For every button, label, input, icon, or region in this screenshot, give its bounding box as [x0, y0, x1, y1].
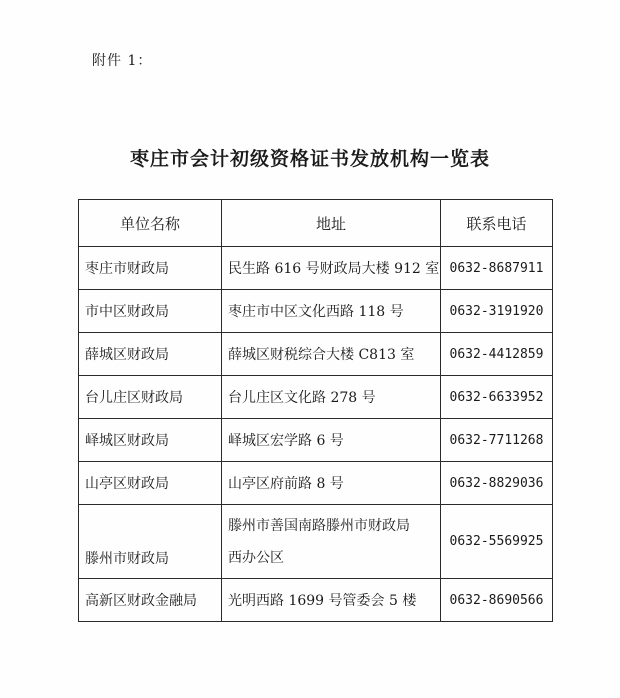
address-line: 滕州市善国南路滕州市财政局: [228, 517, 410, 534]
table-row: [79, 579, 553, 622]
unit-name-cell: 台儿庄区财政局: [79, 376, 222, 419]
address-cell: 枣庄市中区文化西路 118 号: [222, 290, 441, 333]
address-cell: 峄城区宏学路 6 号: [222, 419, 441, 462]
phone-cell: 0632-7711268: [441, 419, 553, 462]
table-header-row: [79, 200, 553, 247]
unit-name-cell: 薛城区财政局: [79, 333, 222, 376]
address-cell: 山亭区府前路 8 号: [222, 462, 441, 505]
phone-cell: 0632-5569925: [441, 505, 553, 579]
address-cell: 薛城区财税综合大楼 C813 室: [222, 333, 441, 376]
header-phone: 联系电话: [441, 200, 553, 247]
table-row: [79, 419, 553, 462]
table-row: [79, 505, 553, 579]
document-title: 枣庄市会计初级资格证书发放机构一览表: [129, 148, 490, 170]
address-cell: 民生路 616 号财政局大楼 912 室: [222, 247, 441, 290]
phone-cell: 0632-4412859: [441, 333, 553, 376]
phone-cell: 0632-3191920: [441, 290, 553, 333]
address-cell: 光明西路 1699 号管委会 5 楼: [222, 579, 441, 622]
unit-name-cell: 峄城区财政局: [79, 419, 222, 462]
table-row: [79, 462, 553, 505]
address-cell: [222, 505, 441, 579]
table-row: [79, 333, 553, 376]
table-row: [79, 290, 553, 333]
phone-cell: 0632-6633952: [441, 376, 553, 419]
header-address: 地址: [222, 200, 441, 247]
unit-name-cell: 高新区财政金融局: [79, 579, 222, 622]
phone-cell: 0632-8690566: [441, 579, 553, 622]
address-line: 西办公区: [228, 549, 284, 566]
unit-name-cell: 山亭区财政局: [79, 462, 222, 505]
unit-name-cell: 滕州市财政局: [79, 505, 222, 579]
agency-table: [78, 199, 553, 622]
table-row: [79, 247, 553, 290]
header-unit-name: 单位名称: [79, 200, 222, 247]
phone-cell: 0632-8829036: [441, 462, 553, 505]
table-row: [79, 376, 553, 419]
unit-name-cell: 市中区财政局: [79, 290, 222, 333]
attachment-label: 附件 1：: [92, 53, 153, 69]
phone-cell: 0632-8687911: [441, 247, 553, 290]
address-cell: 台儿庄区文化路 278 号: [222, 376, 441, 419]
unit-name-cell: 枣庄市财政局: [79, 247, 222, 290]
